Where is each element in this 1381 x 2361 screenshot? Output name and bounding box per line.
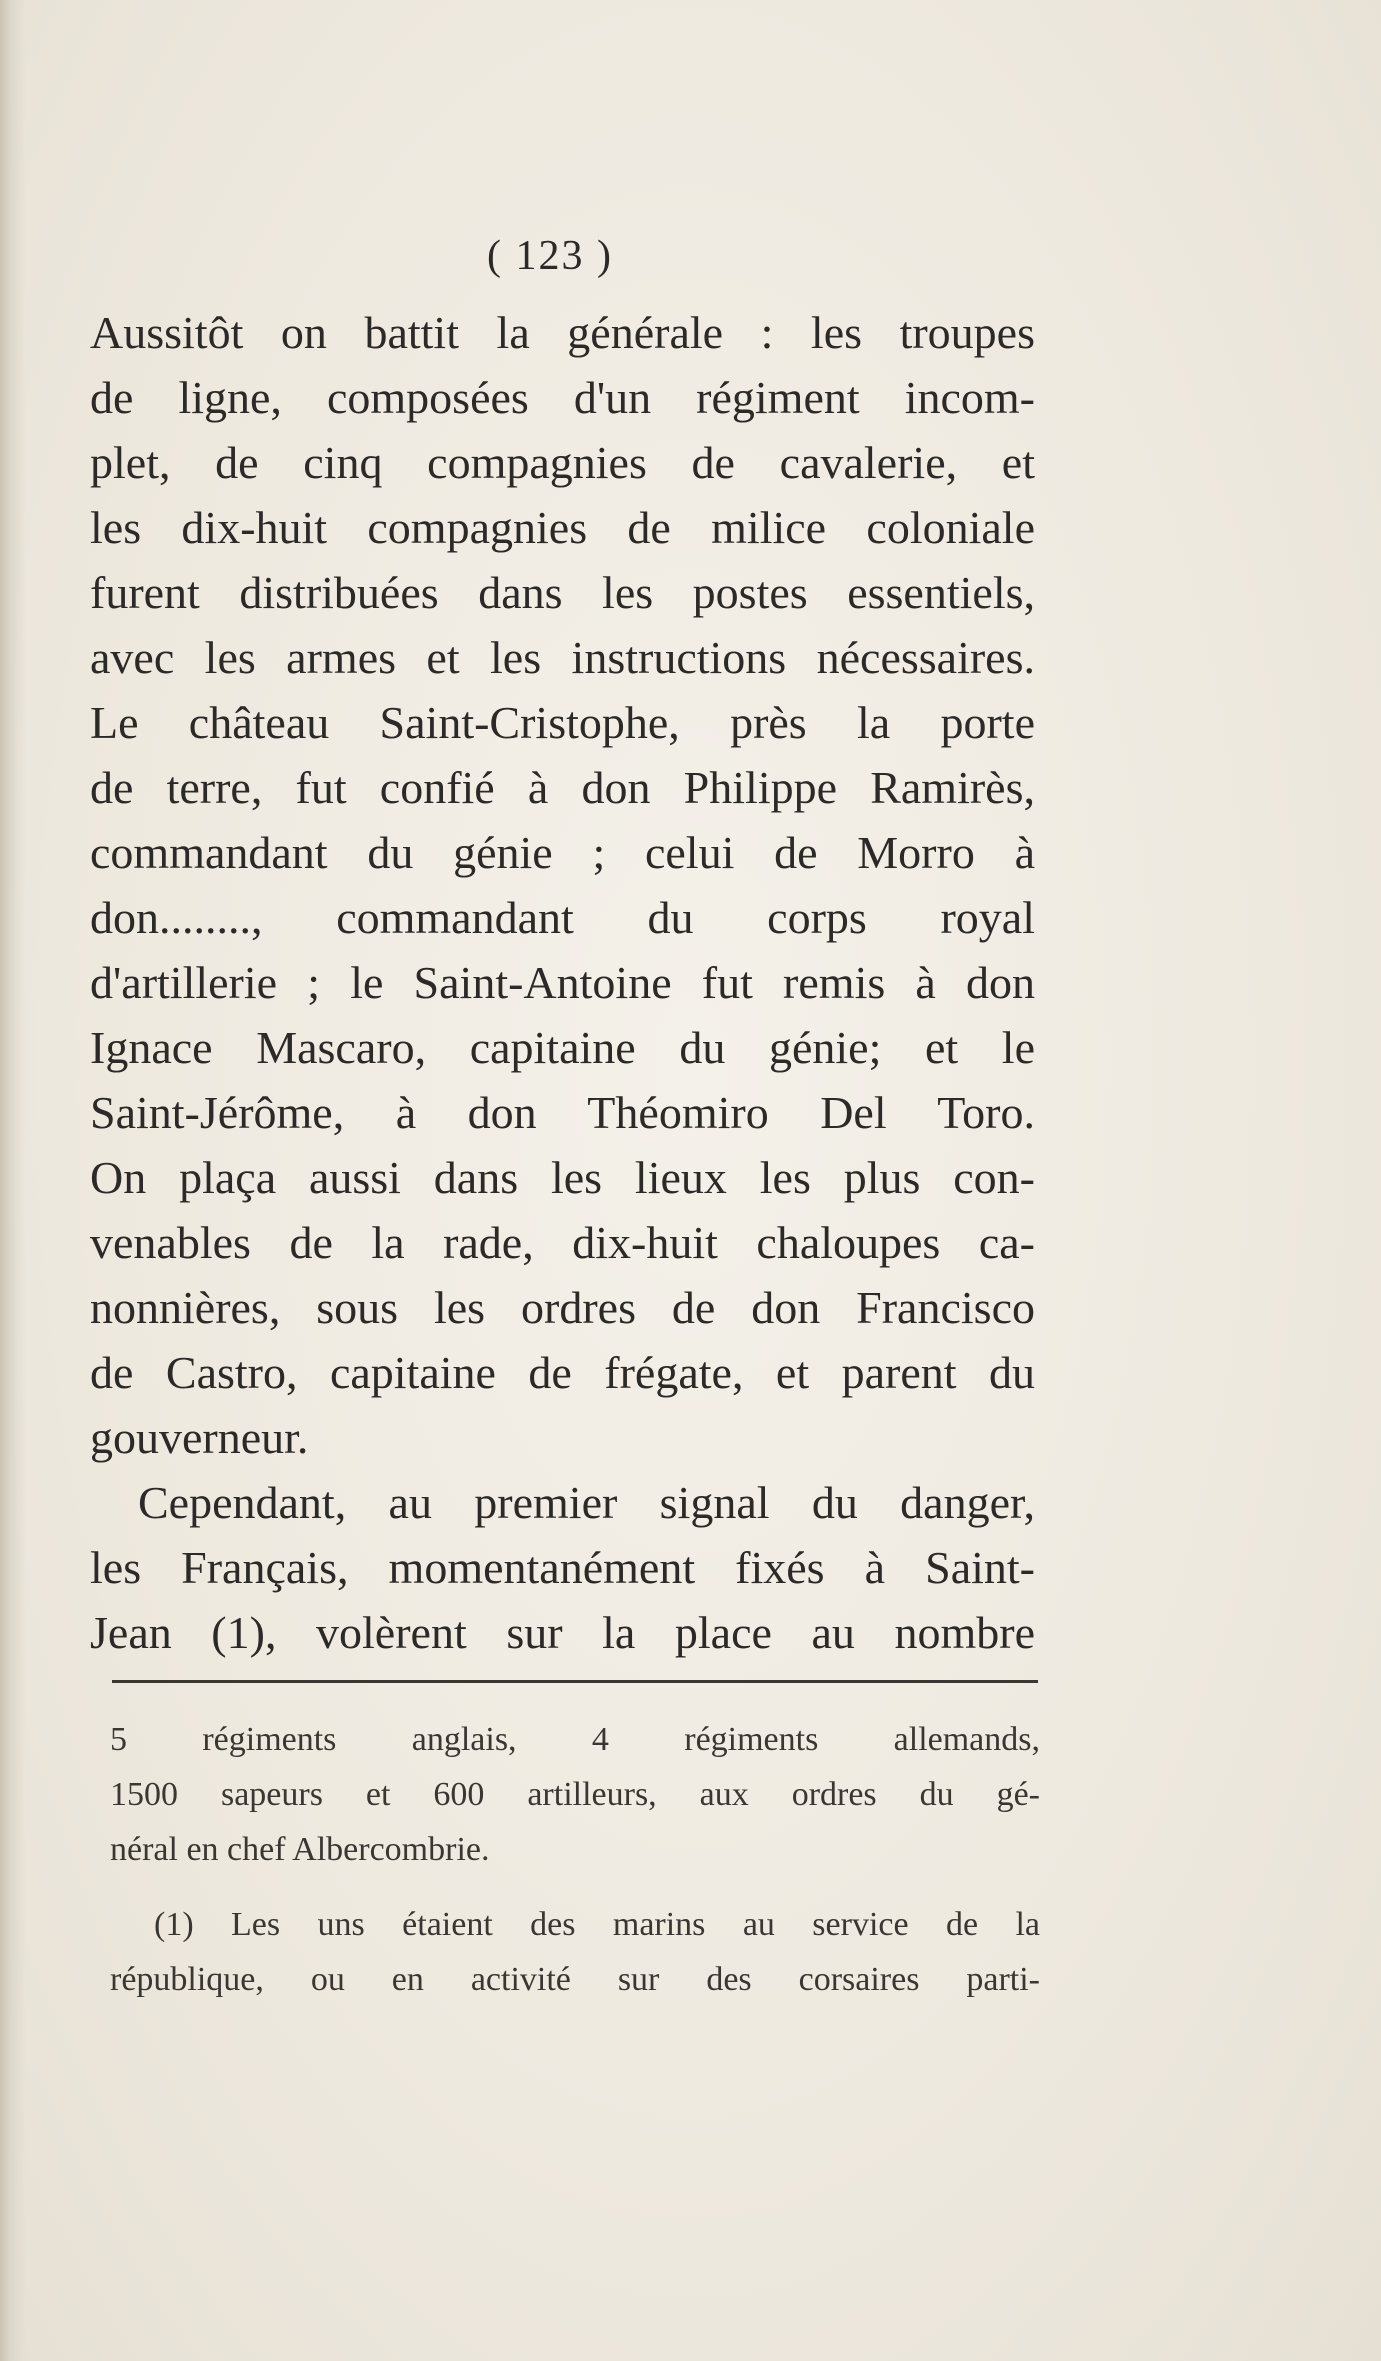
text-line: nonnières, sous les ordres de don Francisco (90, 1282, 1035, 1333)
spine-shadow (0, 0, 26, 2361)
text-line: de Castro, capitaine de frégate, et parent du (90, 1347, 1035, 1398)
text-line: Le château Saint-Cristophe, près la porte (90, 697, 1035, 748)
text-line: avec les armes et les instructions nécessaires. (90, 632, 1035, 683)
footnote-line: (1) Les uns étaient des marins au service de la (154, 1906, 1040, 1943)
footnote-line: néral en chef Albercombrie. (110, 1831, 490, 1868)
text-line: gouverneur. (90, 1412, 309, 1463)
text-line: Ignace Mascaro, capitaine du génie; et le (90, 1022, 1035, 1073)
text-line: Jean (1), volèrent sur la place au nombre (90, 1607, 1035, 1658)
footnotes (110, 1712, 1040, 2007)
footnote-line: république, ou en activité sur des corsaires parti- (110, 1961, 1040, 1998)
page-number: ( 123 ) (487, 233, 613, 279)
text-line: Cependant, au premier signal du danger, (138, 1477, 1035, 1528)
text-line: commandant du génie ; celui de Morro à (90, 827, 1035, 878)
text-line: de ligne, composées d'un régiment incom- (90, 372, 1035, 423)
text-line: On plaça aussi dans les lieux les plus con- (90, 1152, 1035, 1203)
text-line: venables de la rade, dix-huit chaloupes ca- (90, 1217, 1035, 1268)
text-line: d'artillerie ; le Saint-Antoine fut remis à don (90, 957, 1035, 1008)
text-line: de terre, fut confié à don Philippe Ramirès, (90, 762, 1035, 813)
footnote-line: 5 régiments anglais, 4 régiments allemands, (110, 1721, 1040, 1758)
footnote-line: 1500 sapeurs et 600 artilleurs, aux ordres du gé- (110, 1776, 1040, 1813)
text-line: plet, de cinq compagnies de cavalerie, et (90, 437, 1035, 488)
text-line: Aussitôt on battit la générale : les troupes (90, 307, 1035, 358)
text-line: les dix-huit compagnies de milice coloniale (90, 502, 1035, 553)
text-line: don........, commandant du corps royal (90, 892, 1035, 943)
footnote-rule (112, 1680, 1038, 1683)
text-line: furent distribuées dans les postes essentiels, (90, 567, 1035, 618)
text-line: les Français, momentanément fixés à Saint- (90, 1542, 1035, 1593)
body-text (90, 300, 1035, 1665)
text-line: Saint-Jérôme, à don Théomiro Del Toro. (90, 1087, 1035, 1138)
footnote-gap (110, 1877, 1040, 1897)
